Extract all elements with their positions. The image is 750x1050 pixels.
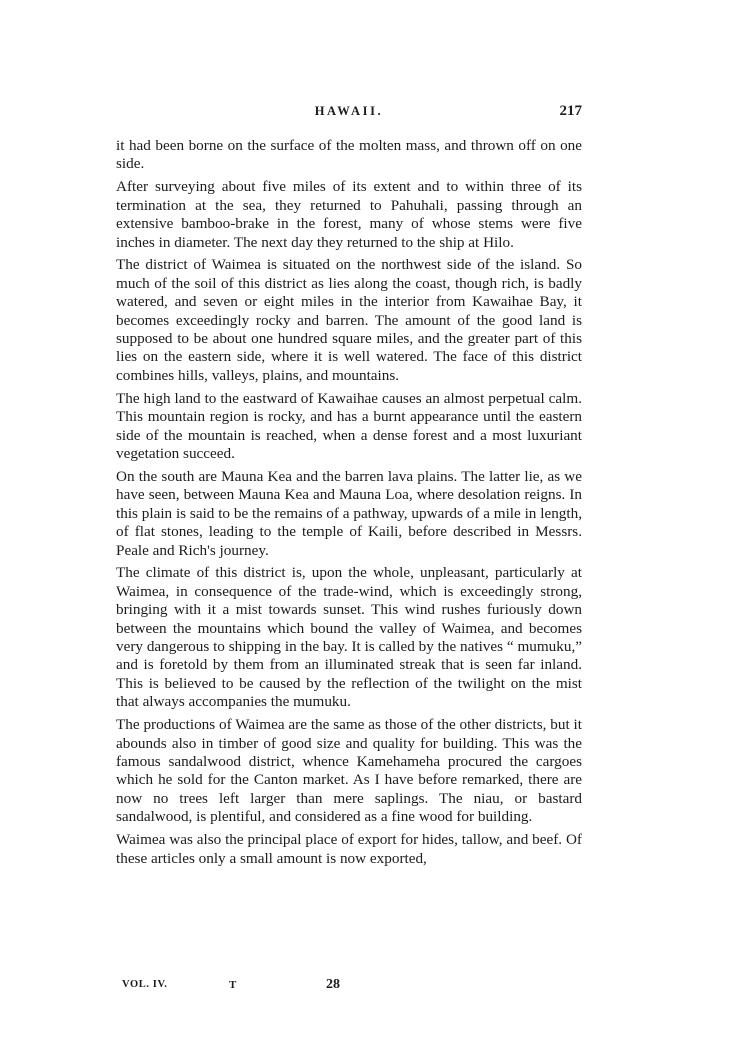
paragraph-productions: The productions of Waimea are the same as those of the other districts, but it abounds also in timber of good size and quality for building. This was the famous sandalwood district, whence Kamehameha procured the cargoes which he sold for the Canton market. As I have before remarked, there are now no trees left larger than mere saplings. The niau, or bastard sandalwood, is plentiful, and considered as a fine wood for building. (116, 716, 582, 826)
paragraph-climate: The climate of this district is, upon the whole, unpleasant, particularly at Waimea, in consequence of the trade-wind, which is exceedingly strong, bringing with it a mist towards sunset. This wind rushes furiously down between the mountains which bound the valley of Waimea, and becomes very dangerous to shipping in the bay. It is called by the natives “ mumuku,” and is foretold by them from an illuminated streak that is seen far inland. This is believed to be caused by the reflection of the twilight on the mist that always accompanies the mumuku. (116, 564, 582, 711)
page-footer (116, 977, 582, 995)
paragraph-continuation: it had been borne on the surface of the molten mass, and thrown off on one side. (116, 137, 582, 173)
signature-mark: T (229, 979, 237, 991)
page-title: HAWAII. (314, 104, 384, 118)
paragraph-high-land: The high land to the eastward of Kawaihae causes an almost perpetual calm. This mountain region is rocky, and has a burnt appearance until the eastern side of the mountain is reached, when a dense forest and a most luxuriant vegetation succeed. (116, 389, 582, 462)
paragraph-south-plains: On the south are Mauna Kea and the barren lava plains. The latter lie, as we have seen, between Mauna Kea and Mauna Loa, where desolation reigns. In this plain is said to be the remains of a pathway, upwards of a mile in length, of flat stones, leading to the temple of Kaili, before described in Messrs. Peale and Rich's journey. (116, 467, 582, 559)
volume-label: VOL. IV. (122, 979, 168, 990)
sheet-number: 28 (326, 977, 340, 992)
running-head (116, 104, 582, 124)
body-text (116, 137, 582, 872)
page-number: 217 (559, 103, 582, 119)
paragraph-exports: Waimea was also the principal place of export for hides, tallow, and beef. Of these articles only a small amount is now exported, (116, 831, 582, 867)
paragraph-survey-return: After surveying about five miles of its extent and to within three of its termination at the sea, they returned to Pahuhali, passing through an extensive bamboo-brake in the forest, many of whose stems were five inches in diameter. The next day they returned to the ship at Hilo. (116, 178, 582, 251)
paragraph-waimea-district: The district of Waimea is situated on the northwest side of the island. So much of the soil of this district as lies along the coast, though rich, is badly watered, and seven or eight miles in the interior from Kawaihae Bay, it becomes exceedingly rocky and barren. The amount of the good land is supposed to be about one hundred square miles, and the greater part of this lies on the eastern side, where it is well watered. The face of this district combines hills, valleys, plains, and mountains. (116, 256, 582, 384)
